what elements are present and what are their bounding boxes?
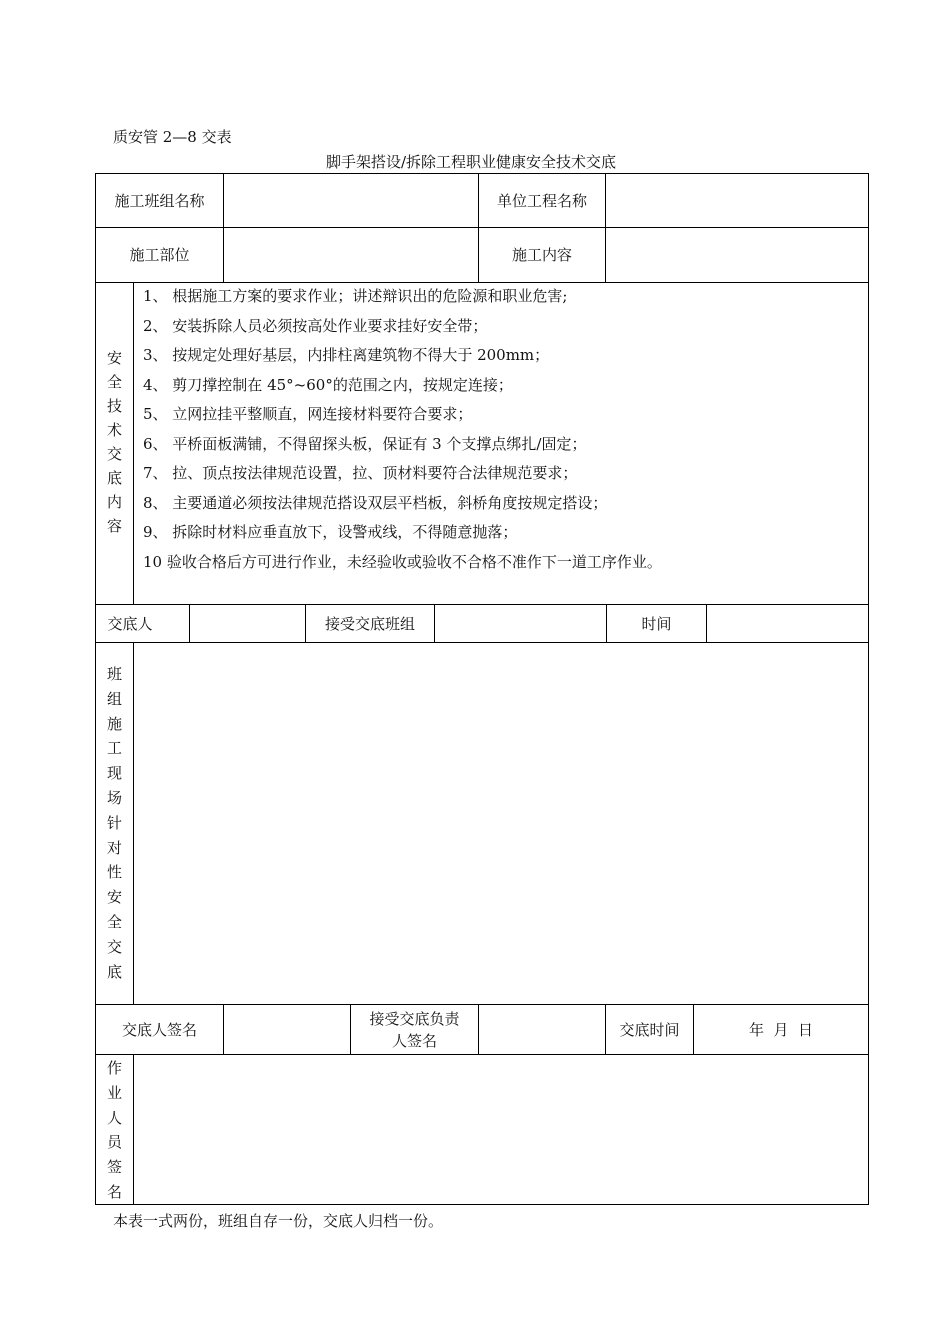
- time-field[interactable]: [707, 605, 868, 642]
- worker-sign-label-char: 员: [106, 1133, 122, 1152]
- worker-sign-field[interactable]: [134, 1055, 868, 1204]
- safety-content-label: [96, 346, 133, 538]
- safety-label-char: 底: [106, 469, 122, 487]
- location-label: 施工部位: [129, 246, 190, 264]
- work-content-field[interactable]: [606, 228, 868, 282]
- team-site-label: [96, 662, 133, 984]
- safety-item: 1、 根据施工方案的要求作业；讲述辩识出的危险源和职业危害;: [143, 287, 568, 305]
- team-site-label-char: 施: [106, 714, 122, 733]
- team-site-label-char: 针: [106, 813, 122, 832]
- receiver-sign-field[interactable]: [479, 1005, 605, 1054]
- safety-item: 6、 平桥面板满铺，不得留探头板，保证有 3 个支撑点绑扎/固定；: [143, 434, 587, 453]
- safety-label-char: 容: [106, 517, 122, 535]
- safety-item: 3、 按规定处理好基层，内排柱离建筑物不得大于 200mm；: [143, 346, 550, 364]
- disclosure-time-field[interactable]: 年 月 日: [748, 1020, 814, 1039]
- team-site-label-char: 交: [106, 937, 122, 956]
- team-name-field[interactable]: [224, 174, 478, 227]
- team-site-label-char: 性: [106, 863, 122, 882]
- worker-sign-label-char: 签: [106, 1158, 122, 1177]
- team-site-label-char: 场: [106, 788, 122, 807]
- work-content-label: 施工内容: [511, 246, 572, 264]
- safety-label-char: 技: [106, 397, 122, 415]
- team-site-label-char: 工: [106, 739, 122, 758]
- document-title: 脚手架搭设/拆除工程职业健康安全技术交底: [326, 153, 617, 171]
- location-field[interactable]: [224, 228, 478, 282]
- team-site-field[interactable]: [134, 643, 868, 1004]
- project-name-field[interactable]: [606, 174, 868, 227]
- safety-item: 9、 拆除时材料应垂直放下，设警戒线，不得随意抛落；: [143, 523, 518, 541]
- safety-items-list: [143, 283, 863, 578]
- worker-sign-label-char: 业: [106, 1083, 122, 1102]
- team-site-label-char: 安: [106, 888, 122, 907]
- safety-item: 5、 立网拉挂平整顺直，网连接材料要符合要求；: [143, 405, 473, 423]
- safety-item: 4、 剪刀撑控制在 45°~60°的范围之内，按规定连接；: [143, 375, 513, 394]
- team-site-label-char: 班: [106, 665, 122, 683]
- team-name-label: 施工班组名称: [114, 191, 205, 210]
- disclosure-time-label: 交底时间: [619, 1020, 680, 1039]
- receiving-team-field[interactable]: [435, 605, 606, 642]
- safety-label-char: 术: [106, 421, 122, 439]
- safety-item: 8、 主要通道必须按法律规范搭设双层平档板，斜桥角度按规定搭设；: [143, 493, 608, 512]
- worker-sign-label-char: 名: [106, 1182, 122, 1201]
- footer-note: 本表一式两份，班组自存一份，交底人归档一份。: [113, 1212, 444, 1230]
- team-site-label-char: 全: [106, 912, 122, 931]
- safety-label-char: 安: [106, 349, 122, 367]
- safety-label-char: 全: [106, 373, 122, 391]
- discloser-sign-label: 交底人签名: [121, 1020, 197, 1039]
- team-site-label-char: 组: [106, 689, 122, 708]
- receiving-team-label: 接受交底班组: [324, 614, 415, 633]
- worker-sign-label-char: 作: [106, 1059, 122, 1077]
- worker-sign-label: [96, 1056, 133, 1205]
- project-name-label: 单位工程名称: [496, 191, 587, 210]
- receiver-sign-label: 接受交底负责人签名: [369, 1009, 460, 1050]
- team-site-label-char: 现: [106, 764, 122, 783]
- discloser-label: 交底人: [107, 614, 153, 633]
- form-code: 质安管 2—8 交表: [113, 128, 232, 146]
- discloser-sign-field[interactable]: [224, 1005, 350, 1054]
- team-site-label-char: 底: [106, 962, 122, 981]
- safety-label-char: 内: [106, 493, 122, 511]
- safety-item: 10 验收合格后方可进行作业，未经验收或验收不合格不准作下一道工序作业。: [143, 552, 662, 571]
- worker-sign-label-char: 人: [106, 1108, 122, 1127]
- safety-item: 7、 拉、顶点按法律规范设置，拉、顶材料要符合法律规范要求；: [143, 464, 578, 482]
- team-site-label-char: 对: [106, 838, 122, 857]
- safety-item: 2、 安装拆除人员必须按高处作业要求挂好安全带；: [143, 316, 488, 335]
- safety-label-char: 交: [106, 445, 122, 463]
- time-label: 时间: [641, 614, 672, 633]
- discloser-field[interactable]: [190, 605, 305, 642]
